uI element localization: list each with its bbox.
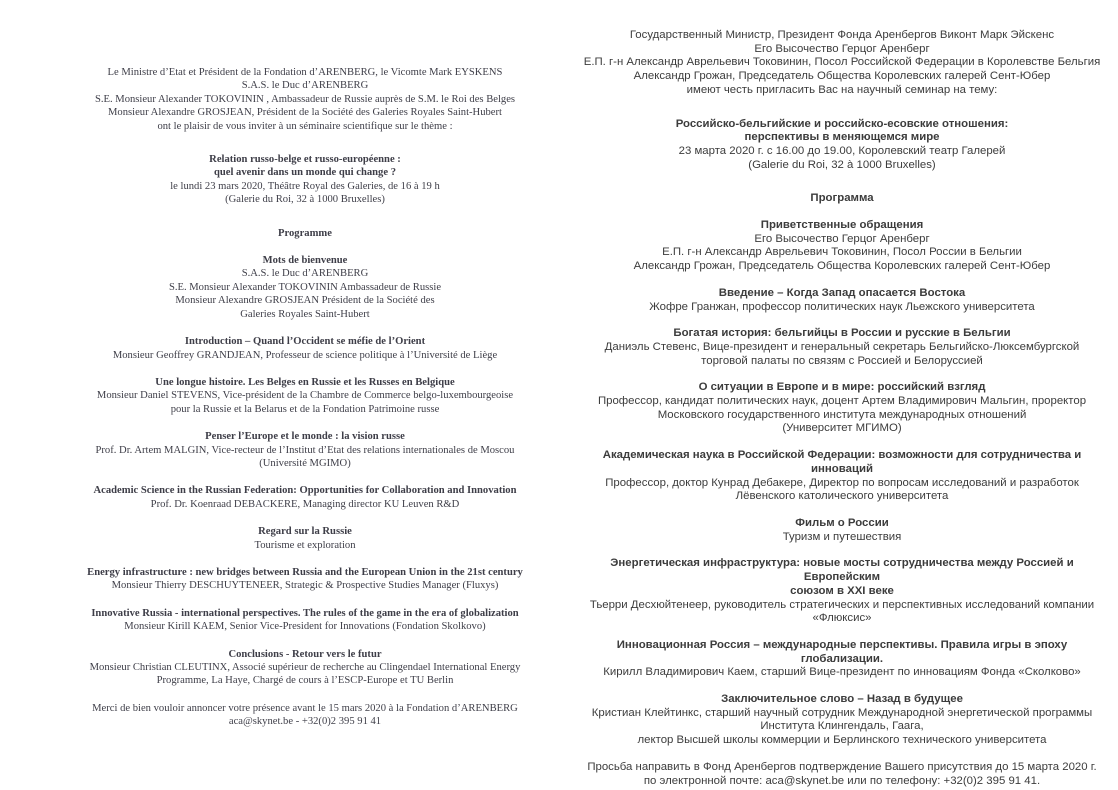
session-academic-science-fr-line-1: Prof. Dr. Koenraad DEBACKERE, Managing director KU Leuven R&D xyxy=(150,498,460,510)
invitation-hosts-fr-line-2: S.E. Monsieur Alexander TOKOVININ , Ambassadeur de Russie auprès de S.M. le Roi des Belges xyxy=(94,93,516,105)
session-academic-science-ru-line-3: Лёвенского католического университета xyxy=(735,490,949,503)
programme-heading-fr-line-0: Programme xyxy=(278,227,332,239)
rsvp-ru-line-1: по электронной почте: aca@skynet.be или по телефону: +32(0)2 395 91 41. xyxy=(643,774,1041,787)
session-welcome-fr-line-2: S.E. Monsieur Alexander TOKOVININ Ambassadeur de Russie xyxy=(168,281,442,293)
seminar-title-fr-line-1: quel avenir dans un monde qui change ? xyxy=(213,167,396,179)
session-conclusions-ru-line-3: лектор Высшей школы коммерции и Берлинского технического университета xyxy=(637,734,1047,747)
session-conclusions-fr-line-2: Programme, La Haye, Chargé de cours à l’ESCP-Europe et TU Berlin xyxy=(156,675,454,687)
session-academic-science-ru-line-1: инноваций xyxy=(811,462,873,475)
session-histoire-ru-line-2: торговой палаты по связям с Россией и Белоруссией xyxy=(701,354,983,367)
session-welcome-fr-line-3: Monsieur Alexandre GROSJEAN Président de la Société des xyxy=(175,295,435,307)
session-energy-ru-line-2: Тьерри Десхюйтенеер, руководитель стратегических и перспективных исследований компании xyxy=(589,598,1095,611)
session-regard-russie-fr-line-0: Regard sur la Russie xyxy=(258,526,352,538)
invitation-hosts-ru-line-1: Его Высочество Герцог Аренберг xyxy=(754,42,930,55)
session-introduction-fr-line-0: Introduction – Quand l’Occident se méfie de l’Orient xyxy=(184,336,426,348)
session-regard-russie-fr-line-1: Tourisme et exploration xyxy=(254,539,356,551)
session-film-ru-line-1: Туризм и путешествия xyxy=(782,530,902,543)
seminar-title-fr-line-2: le lundi 23 mars 2020, Théâtre Royal des Galeries, de 16 à 19 h xyxy=(170,180,440,192)
rsvp-fr xyxy=(38,702,572,729)
invitation-hosts-ru-line-0: Государственный Министр, Президент Фонда Аренбергов Виконт Марк Эйскенс xyxy=(629,29,1055,41)
session-situation-ru-line-0: О ситуации в Европе и в мире: российский взгляд xyxy=(698,381,986,394)
session-welcome-ru xyxy=(576,219,1108,274)
session-film-ru-line-0: Фильм о России xyxy=(795,516,889,529)
session-histoire-fr-line-1: Monsieur Daniel STEVENS, Vice-président de la Chambre de Commerce belgo-luxembourgeoise xyxy=(96,390,514,402)
programme-heading-ru-line-0: Программа xyxy=(810,192,874,205)
session-conclusions-ru xyxy=(576,693,1108,748)
session-innovative-russia-fr xyxy=(38,607,572,634)
invitation-hosts-fr-line-1: S.A.S. le Duc d’ARENBERG xyxy=(241,80,369,92)
session-conclusions-ru-line-1: Кристиан Клейтинкс, старший научный сотрудник Международной энергетической программы xyxy=(591,706,1093,719)
session-penser-europe-fr-line-1: Prof. Dr. Artem MALGIN, Vice-recteur de l’Institut d’Etat des relations internationales de Moscou xyxy=(95,444,515,456)
session-welcome-fr-line-4: Galeries Royales Saint-Hubert xyxy=(240,308,370,320)
session-introduction-fr xyxy=(38,335,572,362)
session-welcome-ru-line-0: Приветственные обращения xyxy=(760,219,924,232)
seminar-title-ru-line-1: перспективы в меняющемся мире xyxy=(744,131,940,144)
session-histoire-ru-line-0: Богатая история: бельгийцы в России и русские в Бельгии xyxy=(673,327,1011,340)
session-energy-fr xyxy=(38,566,572,593)
session-histoire-fr-line-0: Une longue histoire. Les Belges en Russie et les Russes en Belgique xyxy=(155,376,455,388)
session-academic-science-fr xyxy=(38,484,572,511)
session-energy-ru-line-1: союзом в XXI веке xyxy=(790,584,894,597)
rsvp-fr-line-1: aca@skynet.be - +32(0)2 395 91 41 xyxy=(228,716,382,728)
seminar-title-ru xyxy=(576,118,1108,173)
session-introduction-fr-line-1: Monsieur Geoffrey GRANDJEAN, Professeur de science politique à l’Université de Liège xyxy=(112,349,498,361)
invitation-hosts-ru-line-3: Александр Грожан, Председатель Общества Королевских галерей Сент-Юбер xyxy=(633,70,1051,83)
session-innovative-russia-fr-line-0: Innovative Russia - international perspectives. The rules of the game in the era of globalization xyxy=(91,607,519,619)
session-conclusions-fr-line-1: Monsieur Christian CLEUTINX, Associé supérieur de recherche au Clingendael International Energy xyxy=(89,662,521,673)
left-column-french xyxy=(38,66,572,743)
session-innovative-russia-ru xyxy=(576,639,1108,680)
seminar-title-ru-line-3: (Galerie du Roi, 32 à 1000 Bruxelles) xyxy=(748,158,936,171)
programme-heading-ru xyxy=(576,192,1108,206)
session-histoire-ru-line-1: Даниэль Стевенс, Вице-президент и генеральный секретарь Бельгийско-Люксембургской xyxy=(604,340,1080,353)
session-innovative-russia-fr-line-1: Monsieur Kirill KAEM, Senior Vice-President for Innovations (Fondation Skolkovo) xyxy=(124,621,486,633)
programme-heading-fr xyxy=(38,227,572,240)
session-welcome-fr-line-1: S.A.S. le Duc d’ARENBERG xyxy=(241,268,369,280)
invitation-hosts-ru xyxy=(576,29,1108,98)
session-situation-ru xyxy=(576,381,1108,436)
session-histoire-ru xyxy=(576,327,1108,368)
session-introduction-ru-line-1: Жофре Гранжан, профессор политических наук Льежского университета xyxy=(649,300,1035,313)
session-regard-russie-fr xyxy=(38,525,572,552)
invitation-hosts-ru-line-2: Е.П. г-н Александр Аврельевич Токовинин, Посол Российской Федерации в Королевстве Бельгия xyxy=(583,56,1101,69)
session-welcome-fr xyxy=(38,254,572,321)
invitation-hosts-fr-line-0: Le Ministre d’Etat et Président de la Fondation d’ARENBERG, le Vicomte Mark EYSKENS xyxy=(107,67,503,78)
seminar-title-fr-line-3: (Galerie du Roi, 32 à 1000 Bruxelles) xyxy=(225,194,385,206)
invitation-hosts-ru-line-4: имеют честь пригласить Вас на научный семинар на тему: xyxy=(686,83,998,96)
session-histoire-fr-line-2: pour la Russie et la Belarus et de la Fondation Patrimoine russe xyxy=(170,403,440,415)
session-situation-ru-line-1: Профессор, кандидат политических наук, доцент Артем Владимирович Мальгин, проректор xyxy=(597,395,1087,408)
seminar-title-fr xyxy=(38,153,572,207)
session-energy-fr-line-1: Monsieur Thierry DESCHUYTENEER, Strategic & Prospective Studies Manager (Fluxys) xyxy=(111,580,499,592)
rsvp-ru xyxy=(576,761,1108,788)
session-welcome-ru-line-3: Александр Грожан, Председатель Общества Королевских галерей Сент-Юбер xyxy=(633,260,1051,273)
session-penser-europe-fr-line-0: Penser l’Europe et le monde : la vision russe xyxy=(205,431,405,443)
invitation-hosts-fr-line-3: Monsieur Alexandre GROSJEAN, Président de la Société des Galeries Royales Saint-Hubert xyxy=(108,107,502,119)
session-innovative-russia-ru-line-0: Инновационная Россия – международные перспективы. Правила игры в эпоху глобализации. xyxy=(616,638,1068,665)
session-welcome-ru-line-2: Е.П. г-н Александр Аврельевич Токовинин, Посол России в Бельгии xyxy=(662,246,1022,259)
session-conclusions-ru-line-0: Заключительное слово – Назад в будущее xyxy=(721,693,963,706)
session-situation-ru-line-3: (Университет МГИМО) xyxy=(782,422,902,435)
session-penser-europe-fr-line-2: (Université MGIMO) xyxy=(259,457,351,469)
session-conclusions-fr xyxy=(38,648,572,688)
session-academic-science-fr-line-0: Academic Science in the Russian Federation: Opportunities for Collaboration and Innovation xyxy=(93,485,517,497)
right-column-russian xyxy=(576,29,1108,790)
session-film-ru xyxy=(576,517,1108,544)
session-histoire-fr xyxy=(38,376,572,416)
session-energy-ru-line-3: «Флюксис» xyxy=(812,612,872,625)
session-energy-ru-line-0: Энергетическая инфраструктура: новые мосты сотрудничества между Россией и Европейским xyxy=(610,557,1074,584)
seminar-title-ru-line-2: 23 марта 2020 г. с 16.00 до 19.00, Королевский театр Галерей xyxy=(678,144,1006,157)
session-energy-ru xyxy=(576,557,1108,626)
session-academic-science-ru-line-2: Профессор, доктор Кунрад Дебакере, Директор по вопросам исследований и разработок xyxy=(605,476,1079,489)
seminar-title-fr-line-0: Relation russo-belge et russo-européenne : xyxy=(209,154,401,166)
session-penser-europe-fr xyxy=(38,430,572,470)
invitation-hosts-fr-line-4: ont le plaisir de vous inviter à un séminaire scientifique sur le thème : xyxy=(157,120,453,132)
session-academic-science-ru xyxy=(576,449,1108,504)
session-academic-science-ru-line-0: Академическая наука в Российской Федерации: возможности для сотрудничества и xyxy=(602,449,1082,462)
session-conclusions-fr-line-0: Conclusions - Retour vers le futur xyxy=(228,648,382,660)
session-energy-fr-line-0: Energy infrastructure : new bridges between Russia and the European Union in the 21st century xyxy=(87,566,523,578)
seminar-title-ru-line-0: Российско-бельгийские и российско-есовские отношения: xyxy=(675,117,1009,130)
session-conclusions-ru-line-2: Института Клингендаль, Гаага, xyxy=(760,720,924,733)
rsvp-ru-line-0: Просьба направить в Фонд Аренбергов подтверждение Вашего присутствия до 15 марта 2020 г. xyxy=(587,760,1097,773)
session-innovative-russia-ru-line-1: Кирилл Владимирович Каем, старший Вице-президент по инновациям Фонда «Сколково» xyxy=(603,666,1081,679)
session-situation-ru-line-2: Московского государственного института международных отношений xyxy=(657,408,1027,421)
session-introduction-ru-line-0: Введение – Когда Запад опасается Востока xyxy=(718,286,966,299)
rsvp-fr-line-0: Merci de bien vouloir annoncer votre présence avant le 15 mars 2020 à la Fondation d’ARENBERG xyxy=(92,702,518,714)
session-welcome-ru-line-1: Его Высочество Герцог Аренберг xyxy=(754,232,930,245)
session-introduction-ru xyxy=(576,287,1108,314)
session-welcome-fr-line-0: Mots de bienvenue xyxy=(262,255,348,267)
invitation-hosts-fr xyxy=(38,66,572,133)
